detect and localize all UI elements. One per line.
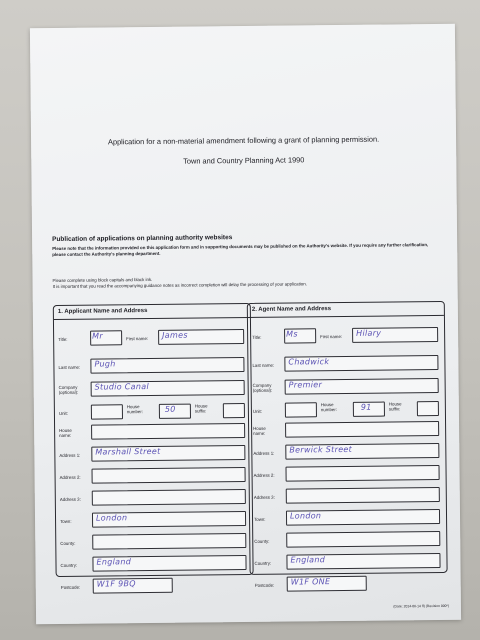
applicant-town-value: London: [95, 513, 128, 523]
house-number-label: [321, 402, 337, 413]
agent-company-value: Premier: [288, 380, 323, 390]
county-label: County:: [60, 540, 76, 546]
town-label: Town:: [254, 516, 266, 522]
form-revision-footer: (Date: 2014-06-14 ff) (Revision 000*): [393, 603, 449, 609]
country-label: Country:: [254, 560, 272, 566]
unit-label: Unit:: [58, 410, 68, 416]
postcode-label: Postcode:: [254, 582, 275, 588]
form-subtitle: Town and Country Planning Act 1990: [183, 155, 305, 166]
address1-label: Address 1:: [253, 450, 275, 456]
applicant-company-value: Studio Canal: [94, 382, 150, 392]
agent-title-value: Ms: [286, 329, 298, 339]
applicant-address1-value: Marshall Street: [95, 446, 161, 457]
agent-house-number-value: 91: [360, 402, 372, 412]
agent-town-value: London: [289, 511, 322, 521]
house-number-label: [127, 404, 143, 415]
applicant-postcode-value: W1F 9BQ: [96, 579, 136, 589]
agent-unit-field[interactable]: [285, 402, 317, 417]
last-name-label: Last name:: [252, 362, 275, 368]
agent-house-name-field[interactable]: [285, 421, 439, 438]
instructions-line-2: It is important that you read the accompanying guidance notes as incorrect completion will delay the processing of your application.: [52, 281, 307, 289]
agent-address1-value: Berwick Street: [289, 444, 353, 455]
applicant-address2-field[interactable]: [92, 467, 246, 484]
unit-label: Unit:: [252, 408, 262, 414]
address3-label: Address 3:: [59, 496, 81, 502]
county-label: County:: [254, 538, 270, 544]
agent-country-value: England: [290, 555, 326, 565]
agent-postcode-value: W1F ONE: [290, 577, 331, 587]
company-label: [253, 383, 273, 394]
house-suffix-label-line-2: suffix:: [388, 406, 401, 412]
house-name-label: [253, 426, 266, 437]
address2-label: Address 2:: [253, 472, 275, 478]
country-label: Country:: [60, 562, 78, 568]
applicant-county-field[interactable]: [92, 533, 246, 550]
applicant-unit-field[interactable]: [91, 404, 123, 419]
applicant-country-value: England: [96, 557, 132, 567]
house-number-label-line-1: House: [126, 404, 140, 410]
section-divider: [54, 317, 250, 320]
company-label-line-2: (optional):: [58, 390, 79, 396]
company-label-line-2: (optional):: [252, 388, 273, 394]
publication-notice: Please note that the information provided on this application form and in supporting documents may be published on the Authority's website. If you require any further clarification, please contact the Authority's planning department.: [52, 242, 429, 257]
house-suffix-label-line-2: suffix:: [194, 408, 207, 414]
house-suffix-label-line-1: House: [388, 401, 402, 407]
applicant-address3-field[interactable]: [92, 489, 246, 506]
section-divider: [248, 315, 444, 318]
first-name-label: First name:: [320, 333, 343, 340]
title-label: Title:: [252, 334, 262, 340]
agent-first-name-value: Hilary: [356, 328, 382, 338]
house-name-label: [59, 428, 72, 439]
applicant-house-suffix-field[interactable]: [223, 403, 245, 418]
house-number-label-line-2: number:: [126, 409, 144, 415]
last-name-label: Last name:: [58, 364, 81, 370]
applicant-house-name-field[interactable]: [91, 423, 245, 440]
house-name-label-line-2: name:: [59, 433, 72, 439]
applicant-section-heading: 1. Applicant Name and Address: [57, 308, 148, 315]
instructions-line-1: Please complete using block capitals and black ink.: [52, 276, 153, 284]
house-suffix-label: [195, 403, 208, 414]
company-label-line-1: Company: [58, 384, 78, 390]
house-suffix-label-line-1: House: [194, 403, 208, 409]
agent-section-heading: 2. Agent Name and Address: [251, 306, 332, 313]
agent-house-suffix-field[interactable]: [417, 401, 439, 416]
house-name-label-line-1: House: [253, 425, 266, 431]
applicant-section: [53, 303, 254, 590]
applicant-house-number-value: 50: [164, 404, 176, 414]
applicant-last-name-value: Pugh: [94, 359, 116, 369]
address3-label: Address 3:: [253, 494, 275, 500]
planning-application-form: [30, 24, 461, 624]
form-title: Application for a non-material amendment following a grant of planning permission.: [107, 134, 380, 147]
applicant-first-name-value: James: [162, 330, 188, 340]
company-label-line-1: Company: [252, 382, 272, 388]
publication-heading: Publication of applications on planning authority websites: [52, 234, 233, 244]
postcode-label: Postcode:: [60, 584, 81, 590]
instructions: [53, 274, 443, 290]
title-label: Title:: [58, 336, 68, 342]
house-suffix-label: [389, 401, 402, 412]
agent-address3-field[interactable]: [286, 487, 440, 504]
address2-label: Address 2:: [59, 474, 81, 480]
applicant-title-value: Mr: [92, 331, 103, 341]
house-name-label-line-2: name:: [253, 431, 266, 437]
agent-address2-field[interactable]: [285, 465, 439, 482]
town-label: Town:: [60, 518, 72, 524]
agent-county-field[interactable]: [286, 531, 440, 548]
house-number-label-line-2: number:: [320, 407, 338, 413]
house-name-label-line-1: House: [59, 427, 72, 433]
address1-label: Address 1:: [59, 452, 81, 458]
first-name-label: First name:: [126, 336, 149, 342]
house-number-label-line-1: House: [320, 402, 334, 408]
company-label: [59, 385, 79, 396]
agent-section: [247, 301, 448, 588]
agent-last-name-value: Chadwick: [288, 357, 330, 367]
